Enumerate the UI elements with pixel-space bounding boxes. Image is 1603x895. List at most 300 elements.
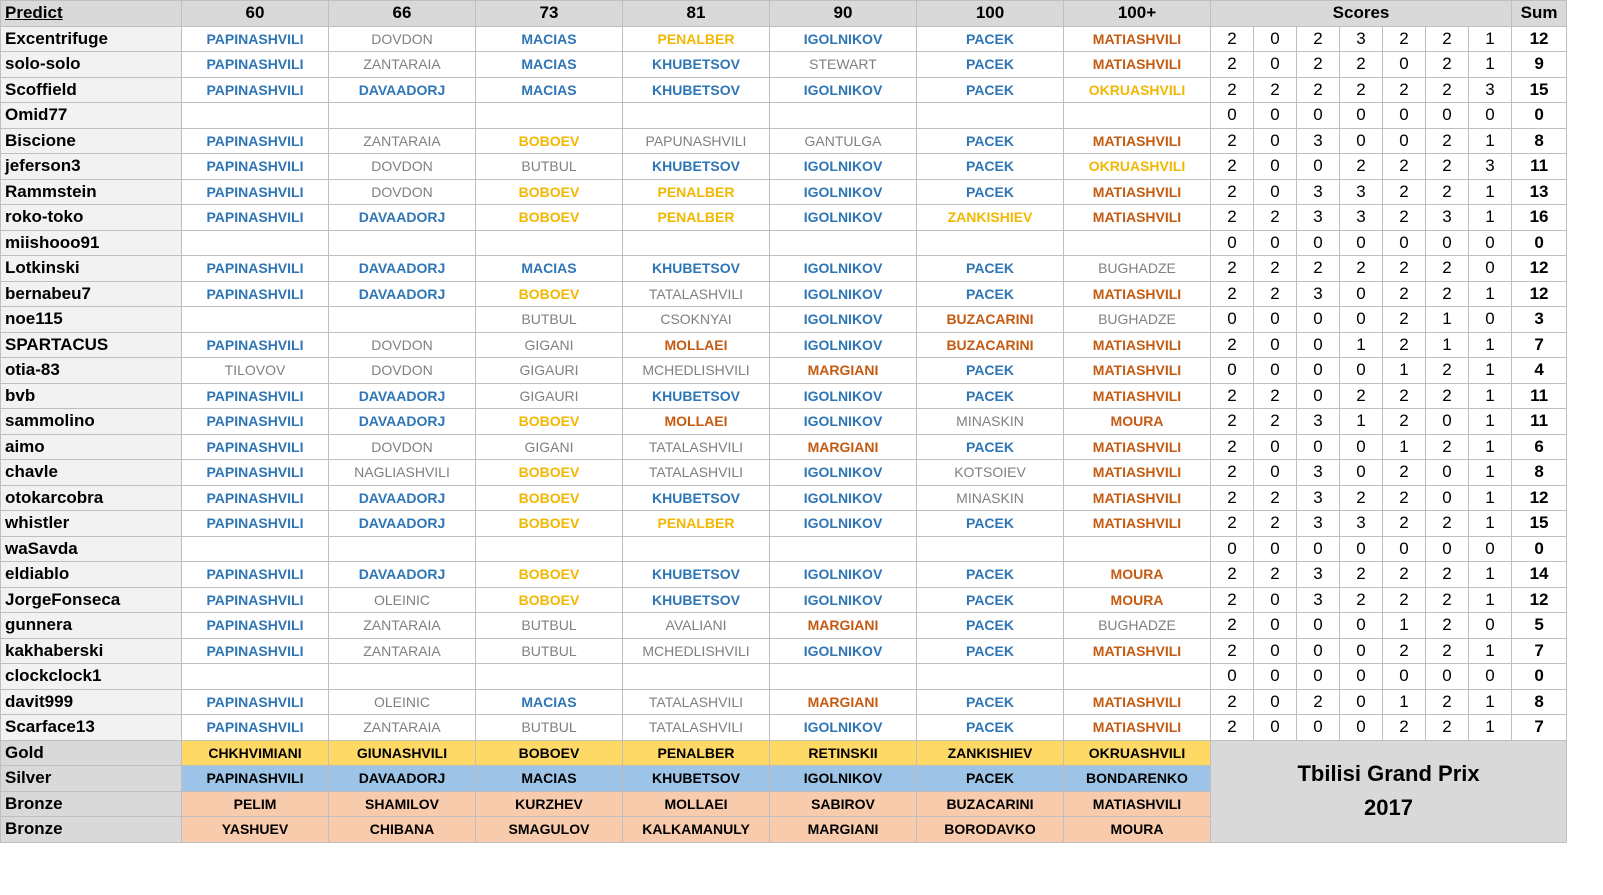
player-name: Scoffield: [1, 77, 182, 103]
pick-cell: PAPINASHVILI: [182, 205, 329, 231]
sum-cell: 12: [1512, 587, 1567, 613]
score-cell: 2: [1211, 281, 1254, 307]
player-name: jeferson3: [1, 154, 182, 180]
pick-cell: [476, 664, 623, 690]
pick-cell: STEWART: [770, 52, 917, 78]
table-row: [1, 77, 1567, 103]
pick-cell: MOURA: [1064, 409, 1211, 435]
pick-cell: PAPINASHVILI: [182, 562, 329, 588]
sum-cell: 11: [1512, 154, 1567, 180]
pick-cell: IGOLNIKOV: [770, 77, 917, 103]
score-cell: 3: [1297, 460, 1340, 486]
score-cell: 0: [1340, 103, 1383, 129]
pick-cell: BUZACARINI: [917, 307, 1064, 333]
score-cell: 0: [1254, 358, 1297, 384]
pick-cell: DOVDON: [329, 154, 476, 180]
pick-cell: MACIAS: [476, 689, 623, 715]
pick-cell: DAVAADORJ: [329, 409, 476, 435]
pick-cell: [182, 664, 329, 690]
score-cell: 0: [1426, 230, 1469, 256]
table-row: [1, 230, 1567, 256]
pick-cell: TATALASHVILI: [623, 715, 770, 741]
sum-cell: 14: [1512, 562, 1567, 588]
score-cell: 2: [1254, 562, 1297, 588]
player-name: SPARTACUS: [1, 332, 182, 358]
sum-cell: 12: [1512, 281, 1567, 307]
medalist-cell: SMAGULOV: [476, 817, 623, 843]
score-cell: 3: [1297, 281, 1340, 307]
score-cell: 1: [1469, 332, 1512, 358]
score-cell: 2: [1340, 383, 1383, 409]
pick-cell: IGOLNIKOV: [770, 154, 917, 180]
score-cell: 2: [1340, 485, 1383, 511]
score-cell: 0: [1254, 587, 1297, 613]
sum-cell: 0: [1512, 230, 1567, 256]
score-cell: 2: [1211, 332, 1254, 358]
medalist-cell: SHAMILOV: [329, 791, 476, 817]
score-cell: 0: [1254, 664, 1297, 690]
pick-cell: PACEK: [917, 434, 1064, 460]
score-cell: 0: [1297, 103, 1340, 129]
score-cell: 0: [1254, 307, 1297, 333]
score-cell: 0: [1340, 128, 1383, 154]
category-header: 60: [182, 1, 329, 27]
score-cell: 2: [1426, 613, 1469, 639]
score-cell: 2: [1211, 485, 1254, 511]
score-cell: 0: [1340, 281, 1383, 307]
player-name: Biscione: [1, 128, 182, 154]
pick-cell: PAPINASHVILI: [182, 332, 329, 358]
pick-cell: [770, 103, 917, 129]
player-name: davit999: [1, 689, 182, 715]
pick-cell: MATIASHVILI: [1064, 715, 1211, 741]
pick-cell: DAVAADORJ: [329, 77, 476, 103]
pick-cell: MARGIANI: [770, 689, 917, 715]
player-name: eldiablo: [1, 562, 182, 588]
pick-cell: IGOLNIKOV: [770, 587, 917, 613]
score-cell: 3: [1469, 154, 1512, 180]
pick-cell: PACEK: [917, 128, 1064, 154]
table-row: [1, 664, 1567, 690]
score-cell: 0: [1340, 664, 1383, 690]
score-cell: 0: [1340, 689, 1383, 715]
score-cell: 0: [1211, 664, 1254, 690]
pick-cell: PAPINASHVILI: [182, 281, 329, 307]
pick-cell: MATIASHVILI: [1064, 205, 1211, 231]
score-cell: 2: [1383, 562, 1426, 588]
score-cell: 1: [1469, 179, 1512, 205]
medalist-cell: MOLLAEI: [623, 791, 770, 817]
score-cell: 0: [1254, 128, 1297, 154]
pick-cell: PAPINASHVILI: [182, 689, 329, 715]
score-cell: 0: [1254, 154, 1297, 180]
pick-cell: [917, 664, 1064, 690]
player-name: otokarcobra: [1, 485, 182, 511]
pick-cell: MATIASHVILI: [1064, 460, 1211, 486]
category-header: 73: [476, 1, 623, 27]
sum-cell: 7: [1512, 638, 1567, 664]
player-name: kakhaberski: [1, 638, 182, 664]
score-cell: 0: [1340, 230, 1383, 256]
score-cell: 2: [1426, 715, 1469, 741]
medalist-cell: IGOLNIKOV: [770, 766, 917, 792]
pick-cell: PAPINASHVILI: [182, 154, 329, 180]
pick-cell: BOBOEV: [476, 562, 623, 588]
pick-cell: MATIASHVILI: [1064, 689, 1211, 715]
score-cell: 2: [1211, 715, 1254, 741]
score-cell: 1: [1469, 281, 1512, 307]
pick-cell: [329, 536, 476, 562]
score-cell: 0: [1383, 52, 1426, 78]
pick-cell: IGOLNIKOV: [770, 281, 917, 307]
score-cell: 2: [1297, 26, 1340, 52]
pick-cell: [770, 536, 917, 562]
score-cell: 0: [1426, 103, 1469, 129]
table-row: [1, 536, 1567, 562]
table-row: [1, 358, 1567, 384]
score-cell: 1: [1469, 638, 1512, 664]
category-header: 100+: [1064, 1, 1211, 27]
score-cell: 2: [1426, 434, 1469, 460]
pick-cell: PENALBER: [623, 26, 770, 52]
score-cell: 0: [1254, 434, 1297, 460]
pick-cell: NAGLIASHVILI: [329, 460, 476, 486]
score-cell: 2: [1426, 511, 1469, 537]
table-row: [1, 281, 1567, 307]
pick-cell: ZANTARAIA: [329, 638, 476, 664]
pick-cell: PAPINASHVILI: [182, 26, 329, 52]
score-cell: 2: [1211, 434, 1254, 460]
pick-cell: PACEK: [917, 256, 1064, 282]
table-row: [1, 383, 1567, 409]
score-cell: 2: [1340, 587, 1383, 613]
score-cell: 2: [1383, 256, 1426, 282]
pick-cell: KHUBETSOV: [623, 562, 770, 588]
pick-cell: DAVAADORJ: [329, 562, 476, 588]
score-cell: 1: [1469, 485, 1512, 511]
score-cell: 3: [1297, 511, 1340, 537]
pick-cell: TATALASHVILI: [623, 434, 770, 460]
score-cell: 1: [1469, 52, 1512, 78]
pick-cell: PACEK: [917, 77, 1064, 103]
pick-cell: PAPINASHVILI: [182, 256, 329, 282]
pick-cell: [182, 103, 329, 129]
score-cell: 2: [1426, 179, 1469, 205]
score-cell: 0: [1469, 307, 1512, 333]
score-cell: 2: [1426, 587, 1469, 613]
medalist-cell: ZANKISHIEV: [917, 740, 1064, 766]
pick-cell: OKRUASHVILI: [1064, 154, 1211, 180]
score-cell: 1: [1469, 205, 1512, 231]
score-cell: 2: [1297, 689, 1340, 715]
pick-cell: MATIASHVILI: [1064, 485, 1211, 511]
score-cell: 2: [1383, 77, 1426, 103]
pick-cell: MOLLAEI: [623, 332, 770, 358]
score-cell: 0: [1340, 715, 1383, 741]
medalist-cell: MACIAS: [476, 766, 623, 792]
score-cell: 1: [1469, 460, 1512, 486]
medalist-cell: CHKHVIMIANI: [182, 740, 329, 766]
score-cell: 3: [1297, 205, 1340, 231]
pick-cell: MACIAS: [476, 26, 623, 52]
pick-cell: MARGIANI: [770, 434, 917, 460]
medalist-cell: MATIASHVILI: [1064, 791, 1211, 817]
sum-cell: 8: [1512, 128, 1567, 154]
score-cell: 2: [1383, 179, 1426, 205]
pick-cell: TATALASHVILI: [623, 460, 770, 486]
score-cell: 2: [1340, 154, 1383, 180]
score-cell: 1: [1469, 26, 1512, 52]
sum-cell: 6: [1512, 434, 1567, 460]
player-name: chavle: [1, 460, 182, 486]
score-cell: 0: [1426, 460, 1469, 486]
pick-cell: MATIASHVILI: [1064, 179, 1211, 205]
score-cell: 2: [1211, 128, 1254, 154]
pick-cell: BUTBUL: [476, 307, 623, 333]
pick-cell: MOURA: [1064, 562, 1211, 588]
player-name: Excentrifuge: [1, 26, 182, 52]
pick-cell: [182, 536, 329, 562]
event-title: [1211, 740, 1567, 842]
pick-cell: MATIASHVILI: [1064, 128, 1211, 154]
category-header: 90: [770, 1, 917, 27]
pick-cell: OLEINIC: [329, 587, 476, 613]
score-cell: 2: [1426, 281, 1469, 307]
score-cell: 1: [1383, 434, 1426, 460]
pick-cell: MOLLAEI: [623, 409, 770, 435]
score-cell: 2: [1211, 256, 1254, 282]
score-cell: 0: [1297, 715, 1340, 741]
score-cell: 2: [1426, 562, 1469, 588]
pick-cell: IGOLNIKOV: [770, 485, 917, 511]
sum-cell: 13: [1512, 179, 1567, 205]
player-name: Rammstein: [1, 179, 182, 205]
score-cell: 0: [1469, 256, 1512, 282]
pick-cell: MOURA: [1064, 587, 1211, 613]
pick-cell: PAPINASHVILI: [182, 638, 329, 664]
medalist-cell: PENALBER: [623, 740, 770, 766]
score-cell: 0: [1426, 536, 1469, 562]
pick-cell: PENALBER: [623, 511, 770, 537]
score-cell: 1: [1469, 689, 1512, 715]
player-name: noe115: [1, 307, 182, 333]
medalist-cell: KURZHEV: [476, 791, 623, 817]
pick-cell: IGOLNIKOV: [770, 179, 917, 205]
pick-cell: MCHEDLISHVILI: [623, 358, 770, 384]
score-cell: 1: [1469, 358, 1512, 384]
table-row: [1, 128, 1567, 154]
score-cell: 1: [1383, 358, 1426, 384]
pick-cell: PAPINASHVILI: [182, 128, 329, 154]
score-cell: 0: [1254, 638, 1297, 664]
pick-cell: PENALBER: [623, 179, 770, 205]
pick-cell: IGOLNIKOV: [770, 307, 917, 333]
score-cell: 0: [1211, 307, 1254, 333]
pick-cell: IGOLNIKOV: [770, 511, 917, 537]
table-row: [1, 511, 1567, 537]
medalist-cell: KHUBETSOV: [623, 766, 770, 792]
score-cell: 2: [1340, 77, 1383, 103]
score-cell: 0: [1340, 434, 1383, 460]
player-name: waSavda: [1, 536, 182, 562]
score-cell: 2: [1383, 281, 1426, 307]
pick-cell: BOBOEV: [476, 511, 623, 537]
pick-cell: IGOLNIKOV: [770, 409, 917, 435]
medal-row-gold: [1, 740, 1567, 766]
player-name: roko-toko: [1, 205, 182, 231]
pick-cell: PAPINASHVILI: [182, 409, 329, 435]
medalist-cell: KALKAMANULY: [623, 817, 770, 843]
sum-cell: 15: [1512, 77, 1567, 103]
score-cell: 2: [1383, 587, 1426, 613]
pick-cell: PACEK: [917, 383, 1064, 409]
sum-cell: 0: [1512, 664, 1567, 690]
table-row: [1, 638, 1567, 664]
pick-cell: MATIASHVILI: [1064, 511, 1211, 537]
score-cell: 1: [1469, 128, 1512, 154]
score-cell: 2: [1340, 562, 1383, 588]
table-row: [1, 52, 1567, 78]
pick-cell: [770, 230, 917, 256]
score-cell: 0: [1254, 332, 1297, 358]
pick-cell: PACEK: [917, 613, 1064, 639]
sum-cell: 4: [1512, 358, 1567, 384]
player-name: sammolino: [1, 409, 182, 435]
pick-cell: DOVDON: [329, 332, 476, 358]
pick-cell: GIGANI: [476, 434, 623, 460]
sum-cell: 8: [1512, 460, 1567, 486]
score-cell: 0: [1383, 536, 1426, 562]
pick-cell: [329, 664, 476, 690]
score-cell: 2: [1426, 154, 1469, 180]
pick-cell: MCHEDLISHVILI: [623, 638, 770, 664]
pick-cell: MACIAS: [476, 52, 623, 78]
score-cell: 0: [1297, 638, 1340, 664]
score-cell: 2: [1211, 26, 1254, 52]
table-body: [1, 26, 1567, 842]
predict-header[interactable]: Predict: [1, 1, 182, 27]
score-cell: 0: [1297, 154, 1340, 180]
table-row: [1, 26, 1567, 52]
category-header: 66: [329, 1, 476, 27]
pick-cell: TATALASHVILI: [623, 281, 770, 307]
pick-cell: KHUBETSOV: [623, 256, 770, 282]
score-cell: 0: [1469, 536, 1512, 562]
score-cell: 2: [1383, 307, 1426, 333]
pick-cell: PACEK: [917, 638, 1064, 664]
score-cell: 2: [1254, 281, 1297, 307]
pick-cell: PAPINASHVILI: [182, 77, 329, 103]
pick-cell: PACEK: [917, 511, 1064, 537]
medalist-cell: DAVAADORJ: [329, 766, 476, 792]
pick-cell: BUZACARINI: [917, 332, 1064, 358]
score-cell: 0: [1469, 613, 1512, 639]
score-cell: 2: [1254, 383, 1297, 409]
pick-cell: PACEK: [917, 358, 1064, 384]
medal-label: Silver: [1, 766, 182, 792]
table-row: [1, 562, 1567, 588]
pick-cell: MATIASHVILI: [1064, 358, 1211, 384]
score-cell: 0: [1211, 358, 1254, 384]
pick-cell: PAPINASHVILI: [182, 511, 329, 537]
medalist-cell: PACEK: [917, 766, 1064, 792]
pick-cell: [770, 664, 917, 690]
score-cell: 1: [1469, 434, 1512, 460]
score-cell: 2: [1383, 715, 1426, 741]
pick-cell: BUGHADZE: [1064, 256, 1211, 282]
sum-cell: 11: [1512, 383, 1567, 409]
score-cell: 0: [1297, 332, 1340, 358]
score-cell: 0: [1426, 664, 1469, 690]
score-cell: 2: [1340, 256, 1383, 282]
medalist-cell: PELIM: [182, 791, 329, 817]
score-cell: 2: [1383, 332, 1426, 358]
score-cell: 2: [1426, 689, 1469, 715]
player-name: otia-83: [1, 358, 182, 384]
score-cell: 0: [1340, 460, 1383, 486]
pick-cell: PAPINASHVILI: [182, 485, 329, 511]
pick-cell: PAPINASHVILI: [182, 460, 329, 486]
score-cell: 0: [1383, 664, 1426, 690]
player-name: aimo: [1, 434, 182, 460]
pick-cell: [329, 307, 476, 333]
pick-cell: GIGANI: [476, 332, 623, 358]
pick-cell: PACEK: [917, 715, 1064, 741]
pick-cell: ZANTARAIA: [329, 613, 476, 639]
pick-cell: PENALBER: [623, 205, 770, 231]
pick-cell: PAPINASHVILI: [182, 179, 329, 205]
pick-cell: KHUBETSOV: [623, 52, 770, 78]
score-cell: 1: [1383, 613, 1426, 639]
pick-cell: TATALASHVILI: [623, 689, 770, 715]
score-cell: 2: [1254, 409, 1297, 435]
score-cell: 2: [1426, 383, 1469, 409]
score-cell: 0: [1297, 383, 1340, 409]
pick-cell: MINASKIN: [917, 485, 1064, 511]
pick-cell: BUGHADZE: [1064, 307, 1211, 333]
score-cell: 2: [1254, 205, 1297, 231]
pick-cell: BOBOEV: [476, 281, 623, 307]
medalist-cell: SABIROV: [770, 791, 917, 817]
score-cell: 0: [1297, 434, 1340, 460]
score-cell: 3: [1297, 409, 1340, 435]
score-cell: 0: [1254, 460, 1297, 486]
table-row: [1, 460, 1567, 486]
sum-cell: 11: [1512, 409, 1567, 435]
pick-cell: MACIAS: [476, 256, 623, 282]
score-cell: 3: [1297, 562, 1340, 588]
player-name: JorgeFonseca: [1, 587, 182, 613]
medalist-cell: BONDARENKO: [1064, 766, 1211, 792]
pick-cell: [623, 103, 770, 129]
player-name: clockclock1: [1, 664, 182, 690]
pick-cell: TILOVOV: [182, 358, 329, 384]
score-cell: 3: [1297, 179, 1340, 205]
pick-cell: MATIASHVILI: [1064, 26, 1211, 52]
pick-cell: BUTBUL: [476, 715, 623, 741]
pick-cell: AVALIANI: [623, 613, 770, 639]
pick-cell: IGOLNIKOV: [770, 256, 917, 282]
score-cell: 0: [1383, 230, 1426, 256]
score-cell: 0: [1297, 536, 1340, 562]
score-cell: 2: [1426, 358, 1469, 384]
table-row: [1, 613, 1567, 639]
score-cell: 3: [1340, 179, 1383, 205]
score-cell: 2: [1297, 77, 1340, 103]
pick-cell: [329, 103, 476, 129]
score-cell: 1: [1383, 689, 1426, 715]
pick-cell: BOBOEV: [476, 409, 623, 435]
